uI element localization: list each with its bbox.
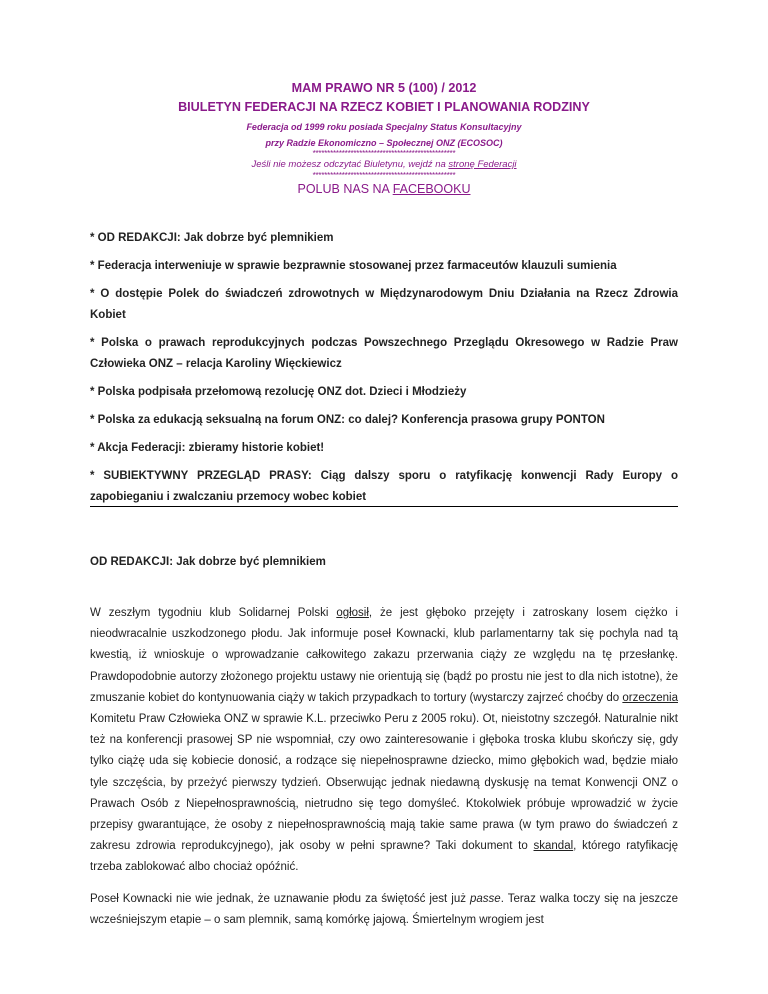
facebook-link[interactable]: FACEBOOKU xyxy=(392,182,471,196)
toc-item[interactable]: * Akcja Federacji: zbieramy historie kobiet! xyxy=(90,442,325,454)
text-run: . Teraz walka toczy się na jeszcze wcześniejszym etapie – o sam plemnik, samą komórkę jajową. Śmiertelnym wrogiem jest xyxy=(90,892,678,926)
bulletin-issue-title: MAM PRAWO NR 5 (100) / 2012 xyxy=(291,81,477,95)
ruling-link[interactable]: orzeczenia xyxy=(622,691,678,704)
article-body xyxy=(90,603,678,931)
toc-item[interactable]: * Polska za edukacją seksualną na forum ONZ: co dalej? Konferencja prasowa grupy PONTON xyxy=(90,414,605,426)
text-run: , że jest głęboko przejęty i zatroskany losem ciężko i nieodwracalnie uszkodzonego płodu. Jak informuje poseł Kownacki, klub parlamentarny tak się pochyla nad tą kwestią, iż wnioskuje o wprowadzanie całkowitego zakazu przerwania ciąży ze względu na tę przesłankę. Prawdopodobnie autorzy złożonego projektu ustawy nie orientują się (bądź po prostu nie jest to dla nich istotne), że zmuszanie kobiet do kontynuowania ciąży w takich przypadkach to tortury (wystarczy zajrzeć choćby do xyxy=(90,607,678,704)
facebook-promo xyxy=(0,181,768,197)
bulletin-title: BIULETYN FEDERACJI NA RZECZ KOBIET I PLANOWANIA RODZINY xyxy=(178,100,590,114)
stars-divider-bottom: ************************************************* xyxy=(312,171,456,180)
status-line-1 xyxy=(0,121,768,133)
text-run: Komitetu Praw Człowieka ONZ w sprawie K.L. przeciwko Peru z 2005 roku). Ot, nieistotny szczegół. Naturalnie nikt też na konferencji prasowej SP nie wspomniał, czy owo zainteresowanie i głęboka troska klubu skończy się, gdy tylko ciążę uda się kobiecie donosić, a rodzące się niepełnosprawne dziecko, mimo głębokich wad, będzie miało tyle szczęścia, by przeżyć pierwszy tydzień. Obserwując jednak niedawną dyskusję na temat Konwencji ONZ o Prawach Osób z Niepełnosprawnością, nietrudno się tego domyśleć. Ktokolwiek próbuje wprowadzić w życie przepisy gwarantujące, że osoby z niepełnosprawnością mają takie same prawa (w tym prawo do świadczeń z zakresu zdrowia reprodukcyjnego), jak osoby w pełni sprawne? Taki dokument to xyxy=(90,713,678,853)
stars-divider-top: ************************************************* xyxy=(312,149,456,158)
section-divider xyxy=(90,506,678,507)
toc-item[interactable]: * Federacja interweniuje w sprawie bezprawnie stosowanej przez farmaceutów klauzuli sumienia xyxy=(90,260,617,272)
scandal-link[interactable]: skandal xyxy=(533,840,574,853)
article-paragraph-1 xyxy=(90,603,678,879)
toc-item[interactable]: * O dostępie Polek do świadczeń zdrowotnych w Międzynarodowym Dniu Działania na Rzecz Zdrowia Kobiet xyxy=(90,288,678,321)
toc-item[interactable]: * Polska o prawach reprodukcyjnych podczas Powszechnego Przeglądu Okresowego w Radzie Praw Człowieka ONZ – relacja Karoliny Więckiewicz xyxy=(90,337,678,370)
status-line-1-text: Federacja od 1999 roku posiada Specjalny Status Konsultacyjny xyxy=(246,122,522,132)
status-line-2 xyxy=(0,137,768,149)
article-title: OD REDAKCJI: Jak dobrze być plemnikiem xyxy=(90,556,326,568)
toc-item[interactable]: * SUBIEKTYWNY PRZEGLĄD PRASY: Ciąg dalszy sporu o ratyfikację konwencji Rady Europy o zapobieganiu i zwalczaniu przemocy wobec kobiet xyxy=(90,470,678,503)
toc-item[interactable]: * OD REDAKCJI: Jak dobrze być plemnikiem xyxy=(90,232,334,244)
bulletin-note xyxy=(0,159,768,171)
italic-word: passe xyxy=(470,892,501,905)
text-run: W zeszłym tygodniu klub Solidarnej Polski xyxy=(90,607,337,619)
note-text: Jeśli nie możesz odczytać Biuletynu, wejdź na xyxy=(251,159,449,170)
facebook-promo-text: POLUB NAS NA xyxy=(297,182,393,196)
text-run: , którego ratyfikację trzeba zablokować albo chociaż opóźnić. xyxy=(90,840,678,874)
status-line-2-text: przy Radzie Ekonomiczno – Społecznej ONZ (ECOSOC) xyxy=(265,138,503,148)
text-run: Poseł Kownacki nie wie jednak, że uznawanie płodu za świętość jest już xyxy=(90,892,470,905)
article-paragraph-2 xyxy=(90,889,678,931)
toc-item[interactable]: * Polska podpisała przełomową rezolucję ONZ dot. Dzieci i Młodzieży xyxy=(90,386,467,398)
federation-site-link[interactable]: stronę Federacji xyxy=(448,159,517,170)
table-of-contents xyxy=(90,228,678,515)
announced-link[interactable]: ogłosił xyxy=(336,607,369,619)
